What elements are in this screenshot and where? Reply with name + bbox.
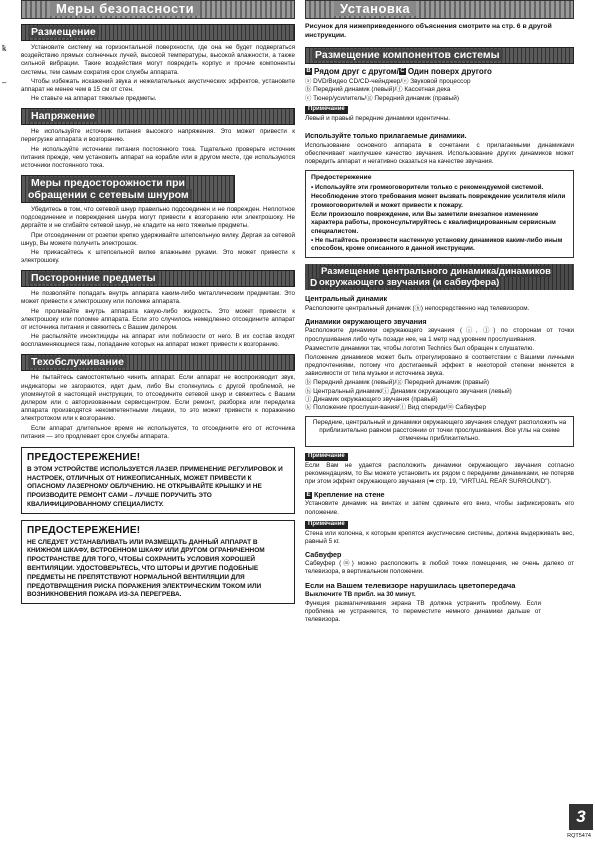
subwoofer-heading: Сабвуфер bbox=[305, 549, 342, 559]
section-heading: Посторонние предметы bbox=[21, 270, 295, 287]
caution-item: Несоблюдение этого требования может вызвать повреждение усилителя и/или громкоговорителей и может привести к пожару. bbox=[311, 193, 566, 209]
paragraph: Разместите динамики так, чтобы логотип Technics был обращен к слушателю. bbox=[305, 344, 535, 352]
section-placement bbox=[21, 24, 295, 103]
section-letter-b: B bbox=[306, 68, 311, 75]
warning-title: ПРЕДОСТЕРЕЖЕНИЕ! bbox=[27, 451, 141, 463]
paragraph: Использование основного аппарата в сочетании с прилагаемыми динамиками обеспечивает наилучшее качество звучания. Использование других динамиков может повредить аппарат и негативно сказаться на качестве звучания. bbox=[305, 141, 574, 165]
page-number: 3 bbox=[569, 804, 593, 830]
laser-warning-box bbox=[21, 447, 295, 514]
section-heading: Техобслуживание bbox=[21, 354, 295, 371]
paragraph: Не используйте источники питания постоянного тока. Тщательно проверьте источник питания прежде, чем установить аппарат на корабле или в другом месте, где используются источники постоянного тока. bbox=[21, 145, 295, 169]
intro-text: Рисунок для нижеприведенного объяснения смотрите на стр. 6 в другой инструкции. bbox=[305, 23, 552, 39]
warning-title: ПРЕДОСТЕРЕЖЕНИЕ! bbox=[27, 524, 141, 536]
paragraph: При отсоединении от розетки крепко удерживайте штепсельную вилку. Дергая за сетевой шнур, Вы можете получить электрошок. bbox=[21, 231, 295, 247]
section-service bbox=[21, 354, 295, 440]
section-letter-e: E bbox=[306, 491, 311, 498]
legend-item: ⓚ Положение прослуши-вания/ⓛ Вид спереди/ⓜ Сабвуфер bbox=[305, 404, 487, 412]
caution-item: Если произошло повреждение, или Вы заметили внезапное изменение характера работы, проконсультируйтесь с квалифицированным сервисным специалистом. bbox=[311, 210, 556, 235]
section-heading: Размещение bbox=[21, 24, 295, 41]
section-letter-d: D bbox=[310, 278, 318, 290]
note-text: Стена или колонна, к которым крепятся акустические системы, должна выдерживать вес, равный 5 кг. bbox=[305, 529, 574, 545]
page-title-right: Установка bbox=[305, 0, 574, 19]
paragraph: Не ставьте на аппарат тяжелые предметы. bbox=[31, 95, 157, 103]
note-label: Примечание bbox=[305, 521, 348, 529]
tv-color-heading: Если на Вашем телевизоре нарушилась цветопередача bbox=[305, 580, 516, 590]
warning-text: НЕ СЛЕДУЕТ УСТАНАВЛИВАТЬ ИЛИ РАЗМЕЩАТЬ ДАННЫЙ АППАРАТ В КНИЖНОМ ШКАФУ, ВСТРОЕННОМ ШКАФУ ИЛИ ДРУГОМ ОГРАНИЧЕННОМ ПРОСТРАНСТВЕ ДЛЯ ТОГО, ЧТОБЫ СОХРАНИТЬ УСЛОВИЯ ХОРОШЕЙ ВЕНТИЛЯЦИИ. УДОСТОВЕРЬТЕСЬ, ЧТО ШТОРЫ И ДРУГИЕ ПОДОБНЫЕ ПРЕДМЕТЫ НЕ ПРЕПЯТСТВУЮТ НОРМАЛЬНОЙ ВЕНТИЛЯЦИИ ДЛЯ ПРЕДОТВРАЩЕНИЯ РИСКА ПОРАЖЕНИЯ ЭЛЕКТРИЧЕСКИМ ТОКОМ ИЛИ ВОЗНИКНОВЕНИЯ ПОЖАРА ИЗ-ЗА ПЕРЕГРЕВА. bbox=[27, 538, 265, 599]
paragraph: Положение динамиков может быть отрегулировано в соответствии с Вашими личными предпочтениями, потому что достигаемый эффект в некоторой степени меняется в зависимости от типа музыки и источника звука. bbox=[305, 353, 574, 378]
right-column bbox=[305, 0, 574, 625]
legend-item: ⓙ Динамик окружающего звучания (правый) bbox=[305, 396, 438, 404]
paragraph: Не проливайте внутрь аппарата какую-либо жидкость. Это может привести к электрошоку или поломке аппарата. Если это случилось немедленно отсоедините аппарат от источника питания и свяжитесь с Вашим дилером. bbox=[21, 307, 295, 331]
margin-mark: ꝅ bbox=[2, 44, 7, 53]
paragraph: Установите динамик на винтах и затем сдвиньте его вниз, чтобы зафиксировать его положение. bbox=[305, 500, 574, 516]
legend-item: ⓑ Передний динамик (левый)/ⓖ Передний динамик (правый) bbox=[305, 379, 489, 387]
component-item: ⓐ DVD/Видео CD/CD-чейнджер/ⓔ Звуковой процессор bbox=[305, 78, 471, 86]
paragraph: Функция размагничивания экрана ТВ должна устранить проблему. Если проблема не устраняется, то переместите немного динамики дальше от телевизора. bbox=[305, 599, 541, 624]
section-heading: Меры предосторожности при обращении с сетевым шнуром bbox=[21, 175, 235, 203]
section-foreign-objects bbox=[21, 270, 295, 349]
page-title-left: Меры безопасности bbox=[21, 0, 295, 19]
paragraph: Не позволяйте попадать внутрь аппарата каким-либо металлическим предметам. Это может привести к электрошоку или поломке аппарата. bbox=[21, 290, 295, 306]
components-heading: Размещение компонентов системы bbox=[305, 47, 574, 64]
paragraph: Расположите динамики окружающего звучания (ⓘ, ⓙ) по сторонам от точки прослушивания либо чуть позади нее, на 1 метр над уровнем прослушивания. bbox=[305, 327, 574, 343]
paragraph: Убедитесь в том, что сетевой шнур правильно подсоединен и не поврежден. Неплотное подсоединение и повреждения шнура могут привести к возгоранию или электрошоку. Не дергайте и не сгибайте сетевой шнур, не кладите на него тяжелые предметы. bbox=[21, 206, 295, 230]
caution-box bbox=[305, 170, 574, 258]
center-speaker-heading: Центральный динамик bbox=[305, 294, 388, 304]
section-letter-c: C bbox=[400, 68, 405, 75]
note-label: Примечание bbox=[305, 453, 348, 461]
warning-text: В ЭТОМ УСТРОЙСТВЕ ИСПОЛЬЗУЕТСЯ ЛАЗЕР. ПРИМЕНЕНИЕ РЕГУЛИРОВОК И НАСТРОЕК, ОТЛИЧНЫХ ОТ НИЖЕОПИСАННЫХ, МОЖЕТ ПРИВЕСТИ К ОПАСНОМУ ЛАЗЕРНОМУ ОБЛУЧЕНИЮ. НЕ ОТКРЫВАЙТЕ КРЫШКУ И НЕ ПРОИЗВОДИТЕ РЕМОНТ САМИ – ЛУЧШЕ ПОРУЧИТЬ ЭТО КВАЛИФИЦИРОВАННОМУ СПЕЦИАЛИСТУ. bbox=[27, 465, 283, 508]
surround-speakers-heading: Динамики окружающего звучания bbox=[305, 317, 427, 327]
section-voltage bbox=[21, 108, 295, 170]
layout-options bbox=[305, 67, 574, 77]
note-label: Примечание bbox=[305, 106, 348, 114]
stacked-title: Один поверх другого bbox=[407, 66, 492, 76]
component-item: ⓑ Передний динамик (левый)/ⓕ Кассетная дека bbox=[305, 86, 451, 94]
wall-mount-heading: E Крепление на стене bbox=[306, 490, 385, 500]
ventilation-warning-box bbox=[21, 520, 295, 604]
margin-mark: – bbox=[2, 78, 7, 87]
left-column bbox=[21, 0, 295, 610]
paragraph: Чтобы избежать искажений звука и нежелательных акустических эффектов, установите аппарат не менее чем в 15 см от стен. bbox=[21, 77, 295, 93]
paragraph: Не прикасайтесь к штепсельной вилке влажными руками. Это может привести к электрошоку. bbox=[21, 248, 295, 265]
paragraph: Не распыляйте инсектициды на аппарат или поблизости от него. В их состав входят воспламеняющиеся газы, попадание которых на аппарат может привести к возгоранию. bbox=[21, 333, 295, 349]
paragraph: Не используйте источник питания высокого напряжения. Это может привести к перегрузке аппарата и возгоранию. bbox=[21, 128, 295, 144]
paragraph: Сабвуфер (ⓜ) можно расположить в любой точке помещения, не очень далеко от телевизора, в вертикальном положении. bbox=[305, 560, 574, 576]
section-heading: Напряжение bbox=[21, 108, 295, 125]
paragraph: Расположите центральный динамик (ⓗ) непосредственно над телевизором. bbox=[305, 304, 530, 312]
note-text: Левый и правый передние динамики идентичны. bbox=[305, 114, 451, 122]
paragraph: Установите систему на горизонтальной поверхности, где она не будет подвергаться воздействию прямых солнечных лучей, высокой температуры, высокой влажности, а также сильной вибрации. Такие воздействия могут повредить корпус и прочие компоненты системы, тем самым сократив срок службы аппарата. bbox=[21, 44, 295, 76]
legend-item: ⓗ Центральный динамик/ⓘ Динамик окружающего звучания (левый) bbox=[305, 387, 512, 395]
center-surround-heading: D Размещение центрального динамика/динамиков окружающего звучания (и сабвуфера) bbox=[305, 264, 574, 290]
side-by-side-title: Рядом друг с другом/ bbox=[314, 66, 399, 76]
component-item: ⓒ Тюнер/усилитель/ⓖ Передний динамик (правый) bbox=[305, 94, 459, 102]
caution-item: • Не пытайтесь произвести настенную установку динамиков каким-либо иным способом, кроме описанного в данной инструкции. bbox=[311, 236, 563, 253]
caution-item: • Используйте эти громкоговорители только с рекомендуемой системой. bbox=[311, 183, 544, 191]
document-code: RQT5474 bbox=[567, 832, 591, 839]
note-text: Если Вам не удается расположить динамики окружающего звучания согласно рекомендациям, то Вы можете установить их рядом с передними динамиками, не потеряв при этом эффект окружающего звучания (➡ стр. 19, "VIRTUAL REAR SURROUND"). bbox=[305, 461, 574, 485]
distance-note-box: Передние, центральный и динамики окружающего звучания следует расположить на приблизительно равном расстоянии от точки прослушивания. Все углы на схеме отмечены приблизительно. bbox=[305, 416, 574, 447]
tv-subheading: Выключите ТВ прибл. на 30 минут. bbox=[305, 591, 416, 599]
speakers-heading: Используйте только прилагаемые динамики. bbox=[305, 131, 467, 141]
caution-title: Предостережение bbox=[311, 174, 372, 182]
paragraph: Не пытайтесь самостоятельно чинить аппарат. Если аппарат не воспроизводит звук, индикаторы не загораются, идет дым, либо Вы столкнулись с другой проблемой, не упомянутой в настоящей инструкции, то отсоедините сетевой шнур и свяжитесь с Вашим дилером или с авторизованным сервисцентром. Если ремонт, разборка или переделка аппарата производятся некомпетентными лицами, то это может привести к поражению электротоком или к возгоранию. bbox=[21, 374, 295, 423]
section-power-cord bbox=[21, 175, 295, 265]
paragraph: Если аппарат длительное время не используется, то отсоедините его от источника питания — это продлевает срок службы аппарата. bbox=[21, 424, 295, 440]
